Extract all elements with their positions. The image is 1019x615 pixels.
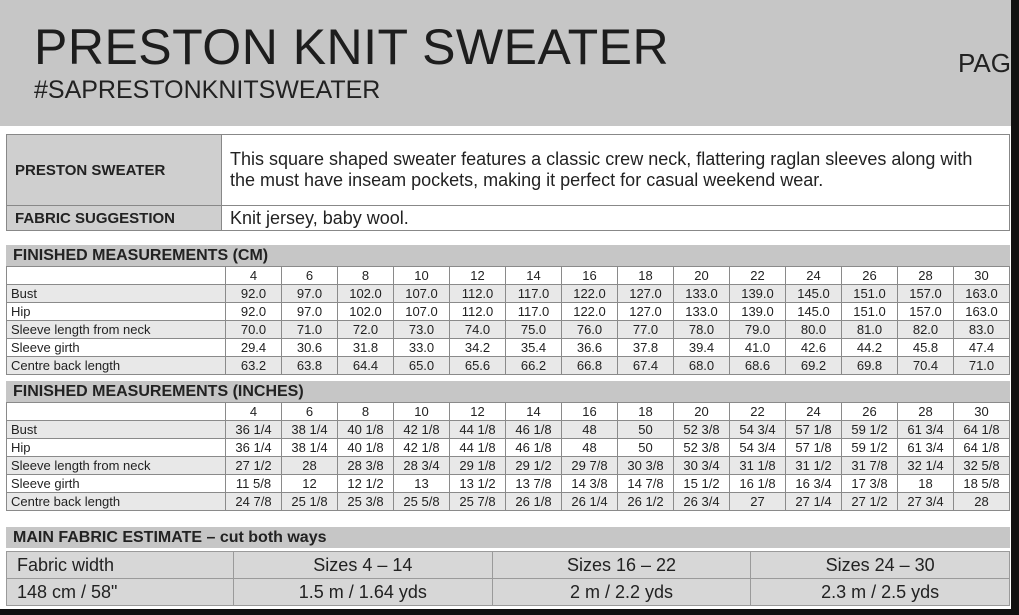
measurement-value: 42 1/8 — [394, 421, 450, 439]
measurement-value: 65.0 — [394, 357, 450, 375]
size-header-cell: 26 — [842, 403, 898, 421]
measurement-value: 36 1/4 — [226, 421, 282, 439]
measurement-value: 157.0 — [898, 303, 954, 321]
measurement-value: 48 — [562, 421, 618, 439]
measurement-value: 36.6 — [562, 339, 618, 357]
measurement-label: Hip — [7, 303, 226, 321]
measurement-value: 18 — [898, 475, 954, 493]
measurement-value: 107.0 — [394, 285, 450, 303]
measurement-value: 15 1/2 — [674, 475, 730, 493]
fabric-estimate-title: MAIN FABRIC ESTIMATE – cut both ways — [6, 527, 1010, 548]
measurement-value: 31 1/8 — [730, 457, 786, 475]
size-header-cell: 8 — [338, 403, 394, 421]
measurement-value: 29 7/8 — [562, 457, 618, 475]
measurement-value: 46 1/8 — [506, 421, 562, 439]
size-header-cell: 14 — [506, 267, 562, 285]
measurement-value: 64.4 — [338, 357, 394, 375]
measurement-value: 42.6 — [786, 339, 842, 357]
measurement-value: 69.8 — [842, 357, 898, 375]
size-header-cell: 8 — [338, 267, 394, 285]
measurement-value: 39.4 — [674, 339, 730, 357]
measurement-row — [7, 339, 1010, 357]
measurement-value: 163.0 — [954, 285, 1010, 303]
measurement-label: Hip — [7, 439, 226, 457]
measurement-value: 97.0 — [282, 303, 338, 321]
measurement-value: 30 3/8 — [618, 457, 674, 475]
measurement-value: 66.8 — [562, 357, 618, 375]
size-header-cell: 16 — [562, 403, 618, 421]
measurement-value: 57 1/8 — [786, 421, 842, 439]
frame-edge-bottom — [0, 609, 1019, 615]
measurement-value: 145.0 — [786, 285, 842, 303]
measurement-value: 32 5/8 — [954, 457, 1010, 475]
measurement-value: 31 7/8 — [842, 457, 898, 475]
size-header-cell: 28 — [898, 267, 954, 285]
measurement-value: 63.2 — [226, 357, 282, 375]
size-header-cell: 6 — [282, 403, 338, 421]
size-group-1: Sizes 4 – 14 — [234, 552, 493, 579]
measurement-value: 29 1/8 — [450, 457, 506, 475]
measurement-value: 81.0 — [842, 321, 898, 339]
measurement-value: 31 1/2 — [786, 457, 842, 475]
size-header-cell: 20 — [674, 267, 730, 285]
measurement-value: 25 3/8 — [338, 493, 394, 511]
measurement-value: 29.4 — [226, 339, 282, 357]
measurement-value: 72.0 — [338, 321, 394, 339]
measurement-value: 122.0 — [562, 285, 618, 303]
measurement-value: 41.0 — [730, 339, 786, 357]
measurement-value: 145.0 — [786, 303, 842, 321]
measurement-value: 12 — [282, 475, 338, 493]
header-corner-cell — [7, 267, 226, 285]
measurement-value: 127.0 — [618, 285, 674, 303]
measurement-value: 13 1/2 — [450, 475, 506, 493]
measurement-value: 74.0 — [450, 321, 506, 339]
measurement-value: 13 — [394, 475, 450, 493]
measurement-value: 27 1/2 — [842, 493, 898, 511]
measurement-value: 117.0 — [506, 285, 562, 303]
measurement-value: 127.0 — [618, 303, 674, 321]
measurement-value: 30 3/4 — [674, 457, 730, 475]
measurement-value: 59 1/2 — [842, 421, 898, 439]
cm-measurements-table — [6, 266, 1010, 375]
measurement-value: 163.0 — [954, 303, 1010, 321]
measurement-value: 64 1/8 — [954, 421, 1010, 439]
measurement-label: Bust — [7, 421, 226, 439]
fabric-estimate-table — [6, 551, 1010, 606]
size-header-cell: 18 — [618, 403, 674, 421]
page-label: PAG — [958, 48, 1011, 78]
measurement-value: 26 1/4 — [562, 493, 618, 511]
measurement-value: 27 — [730, 493, 786, 511]
size-header-cell: 30 — [954, 267, 1010, 285]
fabric-amount-1: 1.5 m / 1.64 yds — [234, 579, 493, 606]
measurement-value: 70.0 — [226, 321, 282, 339]
measurement-value: 50 — [618, 439, 674, 457]
measurement-value: 47.4 — [954, 339, 1010, 357]
fabric-amount-2: 2 m / 2.2 yds — [492, 579, 751, 606]
measurement-value: 78.0 — [674, 321, 730, 339]
measurement-value: 28 3/8 — [338, 457, 394, 475]
size-header-cell: 28 — [898, 403, 954, 421]
measurement-value: 92.0 — [226, 285, 282, 303]
measurement-value: 66.2 — [506, 357, 562, 375]
measurement-value: 151.0 — [842, 303, 898, 321]
header-banner — [0, 0, 1019, 126]
measurement-value: 27 1/2 — [226, 457, 282, 475]
measurement-row — [7, 357, 1010, 375]
measurement-label: Centre back length — [7, 357, 226, 375]
measurement-value: 54 3/4 — [730, 439, 786, 457]
size-header-cell: 4 — [226, 267, 282, 285]
measurement-value: 30.6 — [282, 339, 338, 357]
size-header-cell: 10 — [394, 403, 450, 421]
measurement-value: 71.0 — [282, 321, 338, 339]
fabric-amount-row — [7, 579, 1010, 606]
measurement-value: 16 3/4 — [786, 475, 842, 493]
measurement-value: 14 7/8 — [618, 475, 674, 493]
size-header-cell: 30 — [954, 403, 1010, 421]
size-header-row — [7, 403, 1010, 421]
measurement-value: 13 7/8 — [506, 475, 562, 493]
size-header-cell: 26 — [842, 267, 898, 285]
measurement-value: 79.0 — [730, 321, 786, 339]
measurement-value: 42 1/8 — [394, 439, 450, 457]
hashtag: #SAPRESTONKNITSWEATER — [34, 76, 381, 104]
measurement-value: 35.4 — [506, 339, 562, 357]
measurement-label: Sleeve length from neck — [7, 457, 226, 475]
measurement-row — [7, 493, 1010, 511]
size-header-cell: 22 — [730, 267, 786, 285]
measurement-value: 97.0 — [282, 285, 338, 303]
measurement-value: 69.2 — [786, 357, 842, 375]
measurement-value: 82.0 — [898, 321, 954, 339]
measurement-value: 92.0 — [226, 303, 282, 321]
size-header-cell: 16 — [562, 267, 618, 285]
measurement-value: 38 1/4 — [282, 421, 338, 439]
measurement-value: 112.0 — [450, 303, 506, 321]
fabric-header-row — [7, 552, 1010, 579]
frame-edge-right — [1011, 0, 1019, 615]
measurement-value: 133.0 — [674, 303, 730, 321]
measurement-row — [7, 475, 1010, 493]
measurement-label: Centre back length — [7, 493, 226, 511]
measurement-value: 28 — [954, 493, 1010, 511]
measurement-value: 44.2 — [842, 339, 898, 357]
measurement-value: 151.0 — [842, 285, 898, 303]
measurement-value: 65.6 — [450, 357, 506, 375]
measurement-value: 45.8 — [898, 339, 954, 357]
size-group-3: Sizes 24 – 30 — [751, 552, 1010, 579]
measurement-value: 52 3/8 — [674, 439, 730, 457]
measurement-value: 139.0 — [730, 285, 786, 303]
measurement-value: 46 1/8 — [506, 439, 562, 457]
measurement-value: 73.0 — [394, 321, 450, 339]
measurement-value: 26 1/2 — [618, 493, 674, 511]
measurement-value: 26 3/4 — [674, 493, 730, 511]
measurement-value: 117.0 — [506, 303, 562, 321]
measurement-value: 38 1/4 — [282, 439, 338, 457]
size-header-cell: 20 — [674, 403, 730, 421]
measurement-value: 40 1/8 — [338, 421, 394, 439]
measurement-value: 18 5/8 — [954, 475, 1010, 493]
fabric-suggestion-text: Knit jersey, baby wool. — [222, 206, 1010, 231]
size-header-cell: 6 — [282, 267, 338, 285]
measurement-value: 28 3/4 — [394, 457, 450, 475]
measurement-value: 25 7/8 — [450, 493, 506, 511]
measurement-value: 44 1/8 — [450, 439, 506, 457]
measurement-value: 16 1/8 — [730, 475, 786, 493]
description-table — [6, 134, 1010, 231]
size-header-cell: 12 — [450, 267, 506, 285]
measurement-row — [7, 421, 1010, 439]
measurement-value: 112.0 — [450, 285, 506, 303]
description-row — [7, 135, 1010, 206]
inches-section-title: FINISHED MEASUREMENTS (INCHES) — [6, 381, 1010, 402]
size-header-cell: 12 — [450, 403, 506, 421]
measurement-value: 57 1/8 — [786, 439, 842, 457]
fabric-width-value: 148 cm / 58" — [7, 579, 234, 606]
measurement-value: 29 1/2 — [506, 457, 562, 475]
pattern-description: This square shaped sweater features a classic crew neck, flattering raglan sleeves along with the must have inseam pockets, making it perfect for casual weekend wear. — [222, 135, 1010, 206]
measurement-value: 37.8 — [618, 339, 674, 357]
measurement-value: 12 1/2 — [338, 475, 394, 493]
size-header-cell: 24 — [786, 267, 842, 285]
measurement-row — [7, 321, 1010, 339]
measurement-value: 17 3/8 — [842, 475, 898, 493]
size-header-row — [7, 267, 1010, 285]
measurement-value: 25 1/8 — [282, 493, 338, 511]
measurement-label: Sleeve length from neck — [7, 321, 226, 339]
measurement-value: 14 3/8 — [562, 475, 618, 493]
measurement-value: 27 1/4 — [786, 493, 842, 511]
measurement-value: 59 1/2 — [842, 439, 898, 457]
size-group-2: Sizes 16 – 22 — [492, 552, 751, 579]
measurement-label: Bust — [7, 285, 226, 303]
measurement-row — [7, 457, 1010, 475]
measurement-label: Sleeve girth — [7, 475, 226, 493]
measurement-value: 11 5/8 — [226, 475, 282, 493]
measurement-value: 75.0 — [506, 321, 562, 339]
measurement-value: 31.8 — [338, 339, 394, 357]
measurement-value: 36 1/4 — [226, 439, 282, 457]
measurement-value: 28 — [282, 457, 338, 475]
measurement-row — [7, 439, 1010, 457]
measurement-value: 157.0 — [898, 285, 954, 303]
size-header-cell: 10 — [394, 267, 450, 285]
measurement-row — [7, 303, 1010, 321]
measurement-value: 32 1/4 — [898, 457, 954, 475]
measurement-value: 64 1/8 — [954, 439, 1010, 457]
measurement-value: 54 3/4 — [730, 421, 786, 439]
measurement-value: 33.0 — [394, 339, 450, 357]
measurement-value: 102.0 — [338, 303, 394, 321]
size-header-cell: 14 — [506, 403, 562, 421]
measurement-value: 102.0 — [338, 285, 394, 303]
measurement-value: 77.0 — [618, 321, 674, 339]
measurement-value: 25 5/8 — [394, 493, 450, 511]
pattern-name-label: PRESTON SWEATER — [7, 135, 222, 206]
measurement-value: 71.0 — [954, 357, 1010, 375]
page-title: PRESTON KNIT SWEATER — [34, 19, 670, 75]
measurement-value: 61 3/4 — [898, 421, 954, 439]
measurement-value: 50 — [618, 421, 674, 439]
measurement-value: 52 3/8 — [674, 421, 730, 439]
measurement-value: 139.0 — [730, 303, 786, 321]
measurement-row — [7, 285, 1010, 303]
measurement-value: 70.4 — [898, 357, 954, 375]
measurement-label: Sleeve girth — [7, 339, 226, 357]
measurement-value: 133.0 — [674, 285, 730, 303]
measurement-value: 122.0 — [562, 303, 618, 321]
measurement-value: 80.0 — [786, 321, 842, 339]
measurement-value: 40 1/8 — [338, 439, 394, 457]
size-header-cell: 22 — [730, 403, 786, 421]
fabric-suggestion-row — [7, 206, 1010, 231]
cm-section-title: FINISHED MEASUREMENTS (CM) — [6, 245, 1010, 266]
measurement-value: 48 — [562, 439, 618, 457]
measurement-value: 68.6 — [730, 357, 786, 375]
measurement-value: 24 7/8 — [226, 493, 282, 511]
measurement-value: 61 3/4 — [898, 439, 954, 457]
size-header-cell: 24 — [786, 403, 842, 421]
measurement-value: 76.0 — [562, 321, 618, 339]
fabric-width-label: Fabric width — [7, 552, 234, 579]
size-header-cell: 4 — [226, 403, 282, 421]
fabric-amount-3: 2.3 m / 2.5 yds — [751, 579, 1010, 606]
header-corner-cell — [7, 403, 226, 421]
inches-measurements-table — [6, 402, 1010, 511]
measurement-value: 44 1/8 — [450, 421, 506, 439]
measurement-value: 68.0 — [674, 357, 730, 375]
measurement-value: 26 1/8 — [506, 493, 562, 511]
measurement-value: 27 3/4 — [898, 493, 954, 511]
measurement-value: 34.2 — [450, 339, 506, 357]
size-header-cell: 18 — [618, 267, 674, 285]
measurement-value: 107.0 — [394, 303, 450, 321]
measurement-value: 83.0 — [954, 321, 1010, 339]
fabric-suggestion-label: FABRIC SUGGESTION — [7, 206, 222, 231]
measurement-value: 63.8 — [282, 357, 338, 375]
measurement-value: 67.4 — [618, 357, 674, 375]
